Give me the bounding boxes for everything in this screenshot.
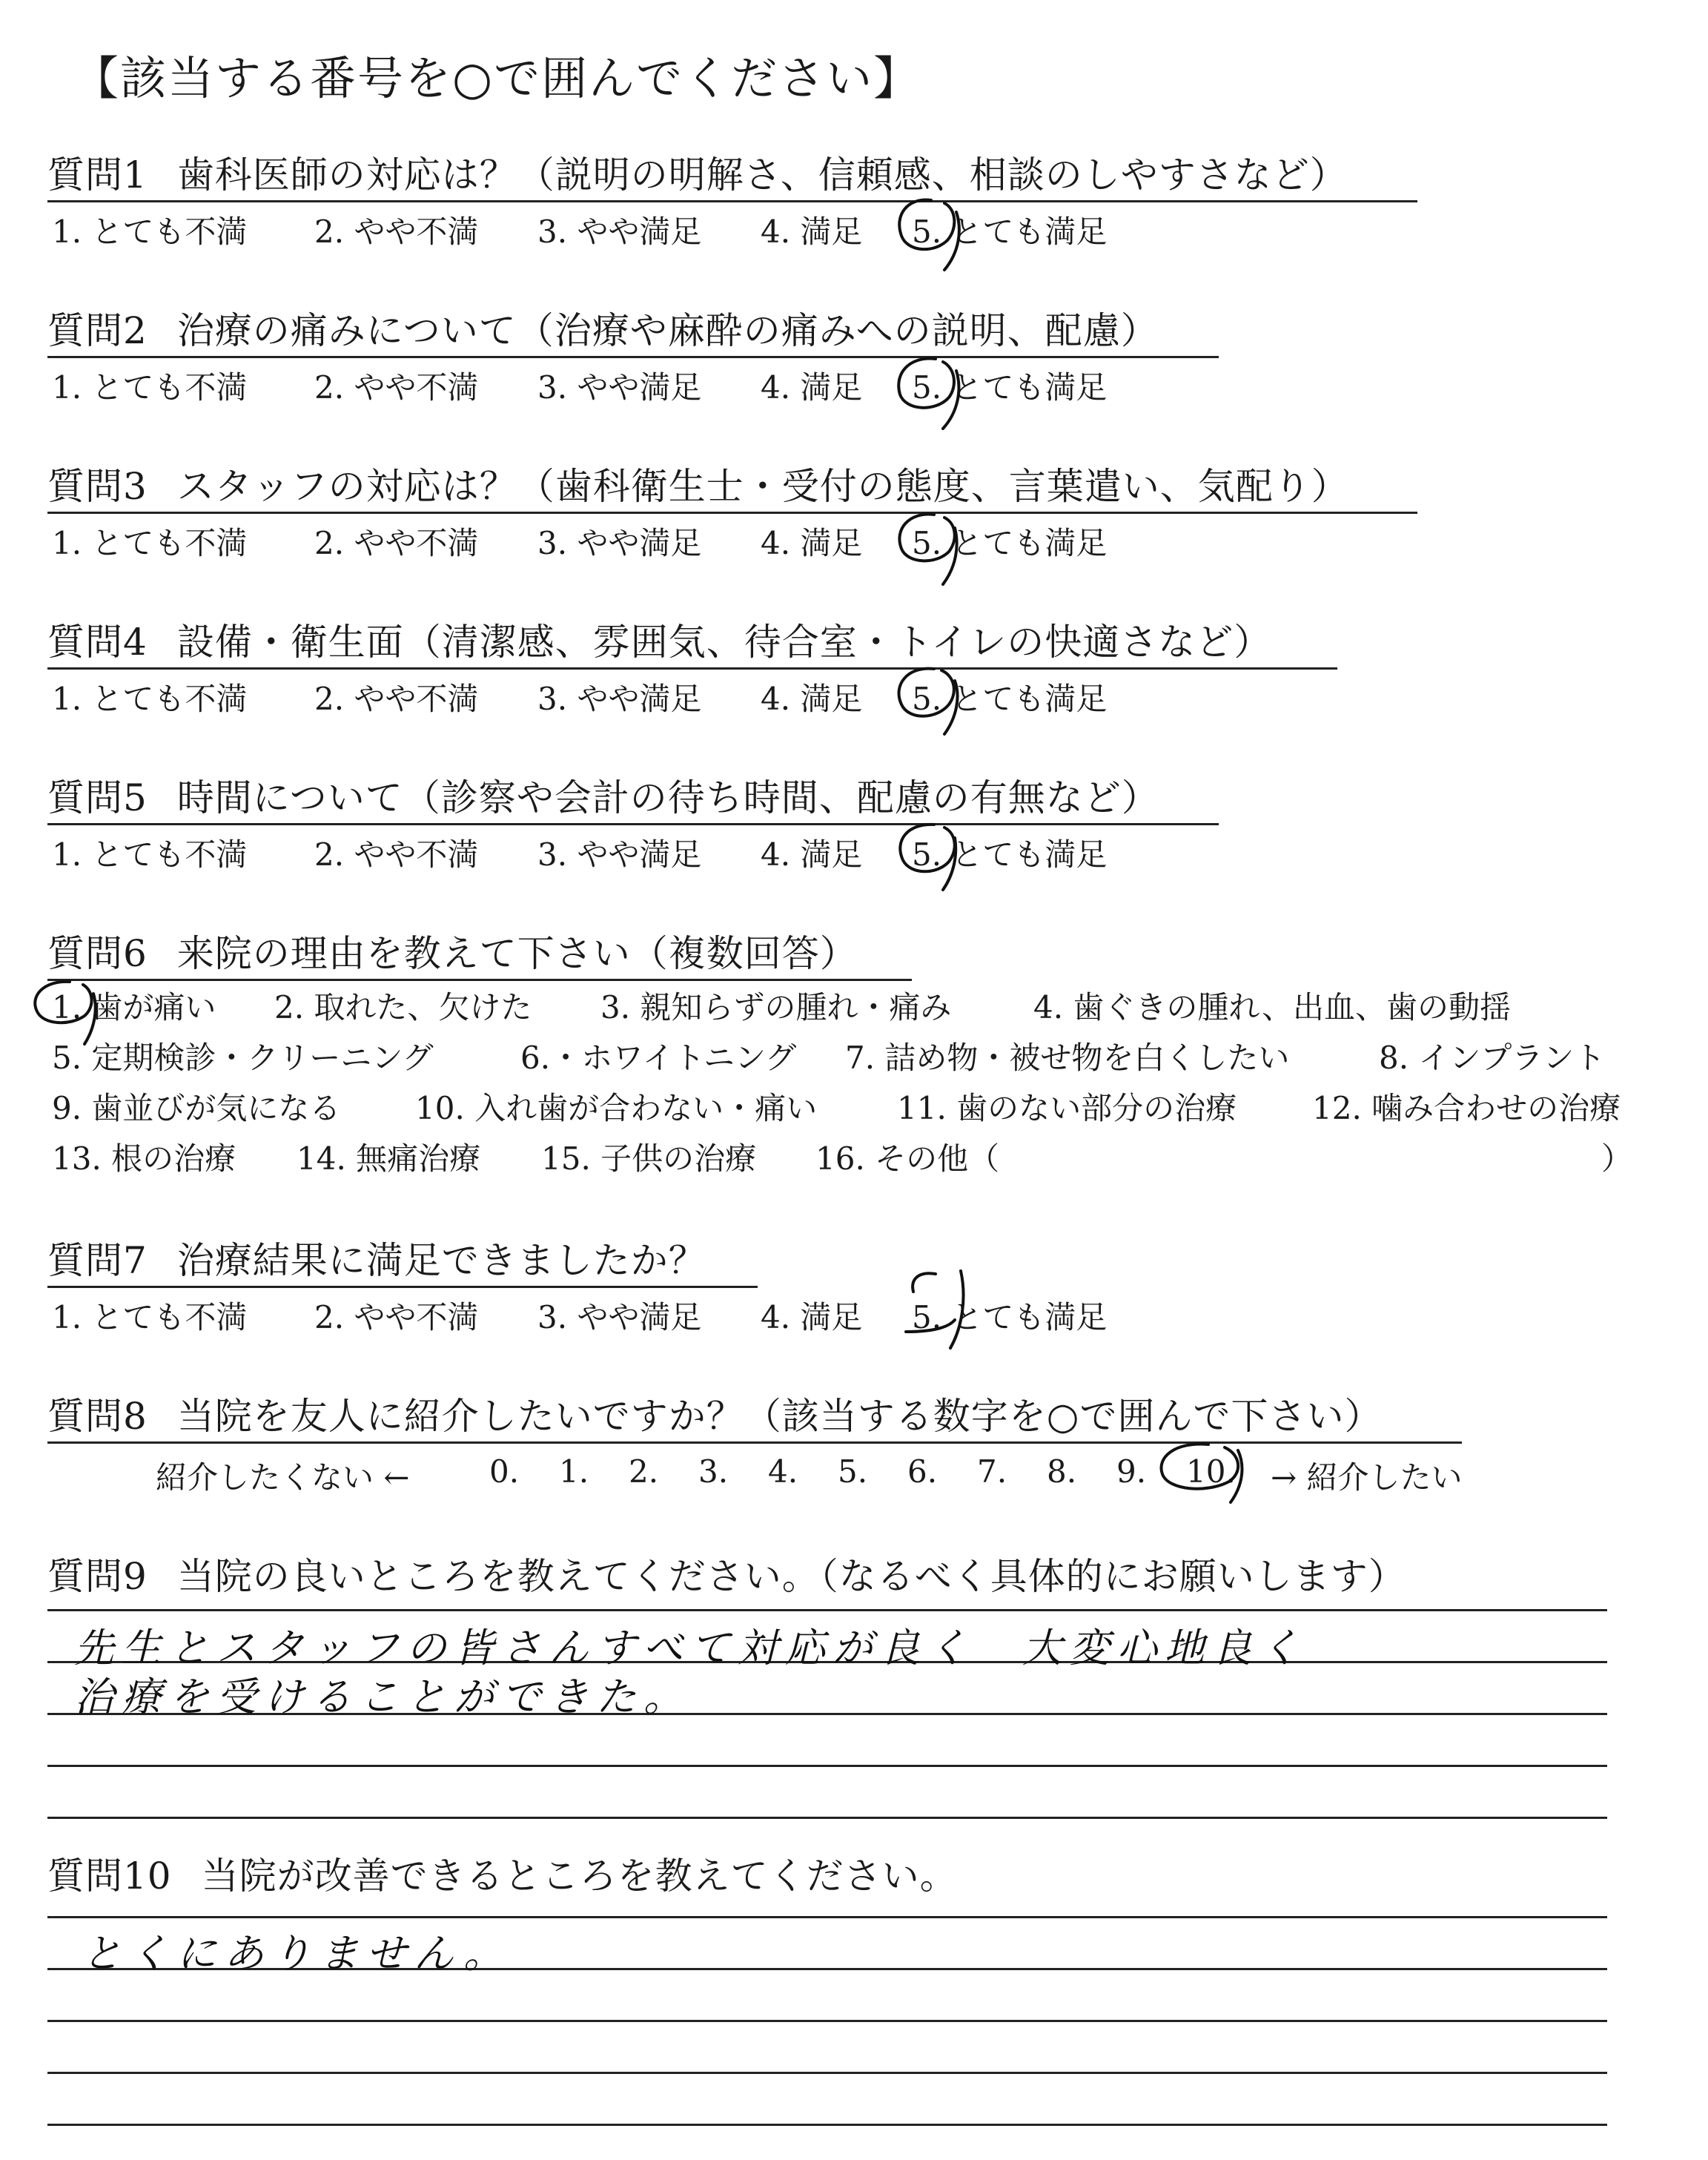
selection-circle xyxy=(884,661,980,743)
scale-right-label: → 紹介したい xyxy=(1271,1459,1463,1496)
handwritten-answer-line-1: とくにありません。 xyxy=(82,1930,512,1977)
answer-line xyxy=(47,2072,1607,2074)
question-text: 当院を友人に紹介したいですか？（該当する数字を○で囲んで下さい） xyxy=(176,1395,1383,1438)
instruction-heading: 【該当する番号を○で囲んでください】 xyxy=(73,51,921,105)
option-3[interactable]: 3. やや満足 xyxy=(537,681,702,717)
scale-7[interactable]: 7. xyxy=(977,1453,1007,1490)
question-text: 設備・衛生面（清潔感、雰囲気、待合室・トイレの快適さなど） xyxy=(176,621,1272,664)
option-5[interactable]: 5. とても満足 xyxy=(912,369,1108,406)
question-number: 質問2 xyxy=(47,309,148,352)
question-6 xyxy=(47,924,1678,1191)
question-text: 時間について（診察や会計の待ち時間、配慮の有無など） xyxy=(176,776,1159,819)
handwritten-answer-line-1: 先生とスタッフの皆さんすべて対応が良く 大変心地良く xyxy=(74,1625,1307,1671)
question-8 xyxy=(47,1387,1678,1513)
question-9 xyxy=(47,1547,1678,1606)
question-text: 当院が改善できるところを教えてください。 xyxy=(201,1855,958,1898)
question-text: 治療の痛みについて（治療や麻酔の痛みへの説明、配慮） xyxy=(176,309,1159,352)
question-10 xyxy=(47,1846,1678,1906)
selection-circle xyxy=(885,817,982,899)
selection-circle xyxy=(1148,1433,1266,1514)
question-text: 来院の理由を教えて下さい（複数回答） xyxy=(176,932,858,975)
option-2[interactable]: 2. やや不満 xyxy=(314,836,479,873)
question-text: スタッフの対応は？（歯科衛生士・受付の態度、言葉遣い、気配り） xyxy=(176,465,1349,508)
option-1[interactable]: 1. とても不満 xyxy=(52,1299,248,1335)
reason-option-10[interactable]: 10. 入れ歯が合わない・痛い xyxy=(415,1090,818,1126)
handwritten-answer-line-2: 治療を受けることができた。 xyxy=(74,1674,691,1720)
question-number: 質問8 xyxy=(47,1395,148,1438)
option-5[interactable]: 5. とても満足 xyxy=(912,681,1108,717)
question-1 xyxy=(47,145,1678,264)
selection-circle xyxy=(25,973,122,1054)
scale-left-label: 紹介したくない ← xyxy=(156,1459,410,1496)
question-number: 質問5 xyxy=(47,776,148,819)
scale-0[interactable]: 0. xyxy=(489,1453,520,1490)
option-1[interactable]: 1. とても不満 xyxy=(52,681,248,717)
option-5[interactable]: 5. とても満足 xyxy=(912,836,1108,873)
option-5[interactable]: 5. とても満足 xyxy=(912,525,1108,561)
question-underline xyxy=(47,356,1219,358)
reason-option-5[interactable]: 5. 定期検診・クリーニング xyxy=(52,1040,434,1076)
question-7 xyxy=(47,1231,1678,1350)
option-1[interactable]: 1. とても不満 xyxy=(52,525,248,561)
question-number: 質問9 xyxy=(47,1555,148,1598)
scale-2[interactable]: 2. xyxy=(629,1453,659,1490)
reason-option-2[interactable]: 2. 取れた、欠けた xyxy=(274,989,532,1025)
question-4 xyxy=(47,612,1678,731)
question-underline xyxy=(47,823,1219,825)
answer-line xyxy=(47,1609,1607,1611)
question-5 xyxy=(47,768,1678,887)
option-4[interactable]: 4. 満足 xyxy=(761,1299,863,1335)
other-close-paren: ） xyxy=(1601,1140,1633,1177)
option-2[interactable]: 2. やや不満 xyxy=(314,214,479,250)
question-underline xyxy=(47,1286,758,1288)
scale-3[interactable]: 3. xyxy=(698,1453,729,1490)
option-1[interactable]: 1. とても不満 xyxy=(52,369,248,406)
reason-option-1[interactable]: 1. 歯が痛い xyxy=(52,989,216,1025)
option-2[interactable]: 2. やや不満 xyxy=(314,681,479,717)
question-number: 質問4 xyxy=(47,621,148,664)
question-number: 質問1 xyxy=(47,153,148,196)
option-4[interactable]: 4. 満足 xyxy=(761,681,863,717)
option-4[interactable]: 4. 満足 xyxy=(761,836,863,873)
answer-line xyxy=(47,1765,1607,1767)
answer-line xyxy=(47,1916,1607,1918)
option-3[interactable]: 3. やや満足 xyxy=(537,836,702,873)
reason-option-3[interactable]: 3. 親知らずの腫れ・痛み xyxy=(600,989,952,1025)
selection-circle xyxy=(884,353,980,435)
option-3[interactable]: 3. やや満足 xyxy=(537,214,702,250)
scale-10[interactable]: 10. xyxy=(1186,1453,1236,1490)
scale-5[interactable]: 5. xyxy=(838,1453,868,1490)
question-number: 質問7 xyxy=(47,1239,148,1282)
option-2[interactable]: 2. やや不満 xyxy=(314,1299,479,1335)
reason-option-16[interactable]: 16. その他（ xyxy=(815,1140,1000,1177)
option-4[interactable]: 4. 満足 xyxy=(761,525,863,561)
scale-8[interactable]: 8. xyxy=(1047,1453,1077,1490)
reason-option-6[interactable]: 6.・ホワイトニング xyxy=(520,1040,797,1076)
question-text: 当院の良いところを教えてください。（なるべく具体的にお願いします） xyxy=(176,1555,1406,1598)
selection-circle xyxy=(885,507,982,589)
reason-option-13[interactable]: 13. 根の治療 xyxy=(52,1140,236,1177)
selection-circle xyxy=(884,1261,987,1357)
question-number: 質問3 xyxy=(47,465,148,508)
question-underline xyxy=(47,200,1417,202)
option-1[interactable]: 1. とても不満 xyxy=(52,836,248,873)
reason-option-7[interactable]: 7. 詰め物・被せ物を白くしたい xyxy=(845,1040,1290,1076)
scale-9[interactable]: 9. xyxy=(1116,1453,1147,1490)
reason-option-12[interactable]: 12. 噛み合わせの治療 xyxy=(1312,1090,1621,1126)
option-4[interactable]: 4. 満足 xyxy=(761,369,863,406)
question-2 xyxy=(47,301,1678,420)
question-underline xyxy=(47,512,1417,514)
reason-option-14[interactable]: 14. 無痛治療 xyxy=(297,1140,481,1177)
question-text: 歯科医師の対応は？（説明の明解さ、信頼感、相談のしやすさなど） xyxy=(176,153,1348,196)
question-number: 質問10 xyxy=(47,1855,172,1898)
option-3[interactable]: 3. やや満足 xyxy=(537,525,702,561)
option-3[interactable]: 3. やや満足 xyxy=(537,1299,702,1335)
option-5[interactable]: 5. とても満足 xyxy=(912,214,1108,250)
option-2[interactable]: 2. やや不満 xyxy=(314,369,479,406)
question-number: 質問6 xyxy=(47,932,148,975)
answer-line xyxy=(47,2020,1607,2022)
option-1[interactable]: 1. とても不満 xyxy=(52,214,248,250)
reason-option-15[interactable]: 15. 子供の治療 xyxy=(541,1140,757,1177)
option-3[interactable]: 3. やや満足 xyxy=(537,369,702,406)
question-text: 治療結果に満足できましたか？ xyxy=(176,1239,706,1282)
scale-6[interactable]: 6. xyxy=(907,1453,938,1490)
reason-option-11[interactable]: 11. 歯のない部分の治療 xyxy=(897,1090,1237,1126)
option-5[interactable]: 5. とても満足 xyxy=(912,1299,1108,1335)
answer-line xyxy=(47,2124,1607,2126)
option-4[interactable]: 4. 満足 xyxy=(761,214,863,250)
selection-circle xyxy=(885,193,982,274)
reason-option-4[interactable]: 4. 歯ぐきの腫れ、出血、歯の動揺 xyxy=(1033,989,1511,1025)
question-underline xyxy=(47,979,912,981)
scale-4[interactable]: 4. xyxy=(768,1453,798,1490)
answer-line xyxy=(47,1817,1607,1819)
question-3 xyxy=(47,457,1678,575)
reason-option-8[interactable]: 8. インプラント xyxy=(1379,1040,1606,1076)
option-2[interactable]: 2. やや不満 xyxy=(314,525,479,561)
question-underline xyxy=(47,667,1337,670)
reason-option-9[interactable]: 9. 歯並びが気になる xyxy=(52,1090,341,1126)
scale-1[interactable]: 1. xyxy=(559,1453,589,1490)
